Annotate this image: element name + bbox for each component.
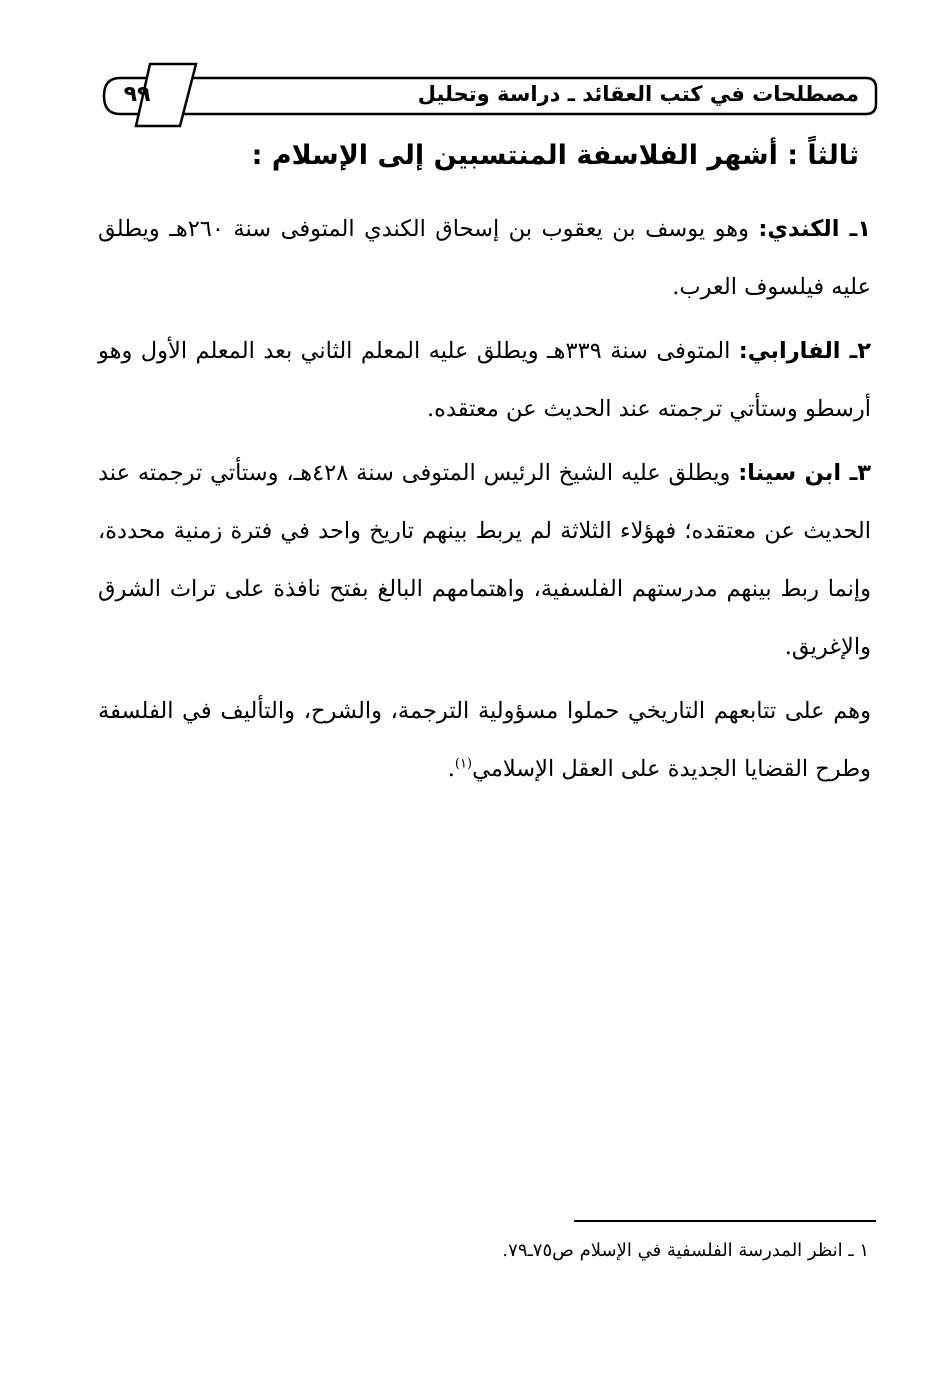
item-label: ٣ـ ابن سينا: [738,460,871,486]
section-heading: ثالثاً : أشهر الفلاسفة المنتسبين إلى الإسلام : [251,140,859,171]
running-header-frame [0,0,951,140]
running-header-title: مصطلحات في كتب العقائد ـ دراسة وتحليل [417,82,859,106]
footnote-reference[interactable]: (١) [454,756,473,772]
item-label: ٢ـ الفارابي: [738,338,872,364]
paragraph-text: ويطلق عليه الشيخ الرئيس المتوفى سنة ٤٢٨هـ، وستأتي ترجمته عند الحديث عن معتقده؛ فهؤلاء الثلاثة لم يربط بينهم تاريخ واحد في فترة زمنية محددة، وإنما ربط بينهم مدرستهم الفلسفية، واهتمامهم البالغ بفتح نافذة على تراث الشرق والإغريق. [98,460,871,660]
paragraph-text: وهم على تتابعهم التاريخي حملوا مسؤولية الترجمة، والشرح، والتأليف في الفلسفة وطرح القضايا الجديدة على العقل الإسلامي [98,698,871,782]
body-text [98,200,871,804]
paragraph-ibn-sina [98,444,871,676]
page-number: ٩٩ [123,82,151,107]
paragraph-text: وهو يوسف بن يعقوب بن إسحاق الكندي المتوفى سنة ٢٦٠هـ ويطلق عليه فيلسوف العرب. [98,216,871,300]
paragraph-conclusion [98,682,871,798]
footnote: ١ ـ انظر المدرسة الفلسفية في الإسلام ص٧٥ـ٧٩. [502,1240,869,1261]
paragraph-end: . [447,756,455,782]
paragraph-al-kindi [98,200,871,316]
footnote-divider [574,1220,876,1222]
item-label: ١ـ الكندي: [758,216,871,242]
paragraph-text: المتوفى سنة ٣٣٩هـ ويطلق عليه المعلم الثاني بعد المعلم الأول وهو أرسطو وستأتي ترجمته عند الحديث عن معتقده. [98,338,871,422]
paragraph-al-farabi [98,322,871,438]
